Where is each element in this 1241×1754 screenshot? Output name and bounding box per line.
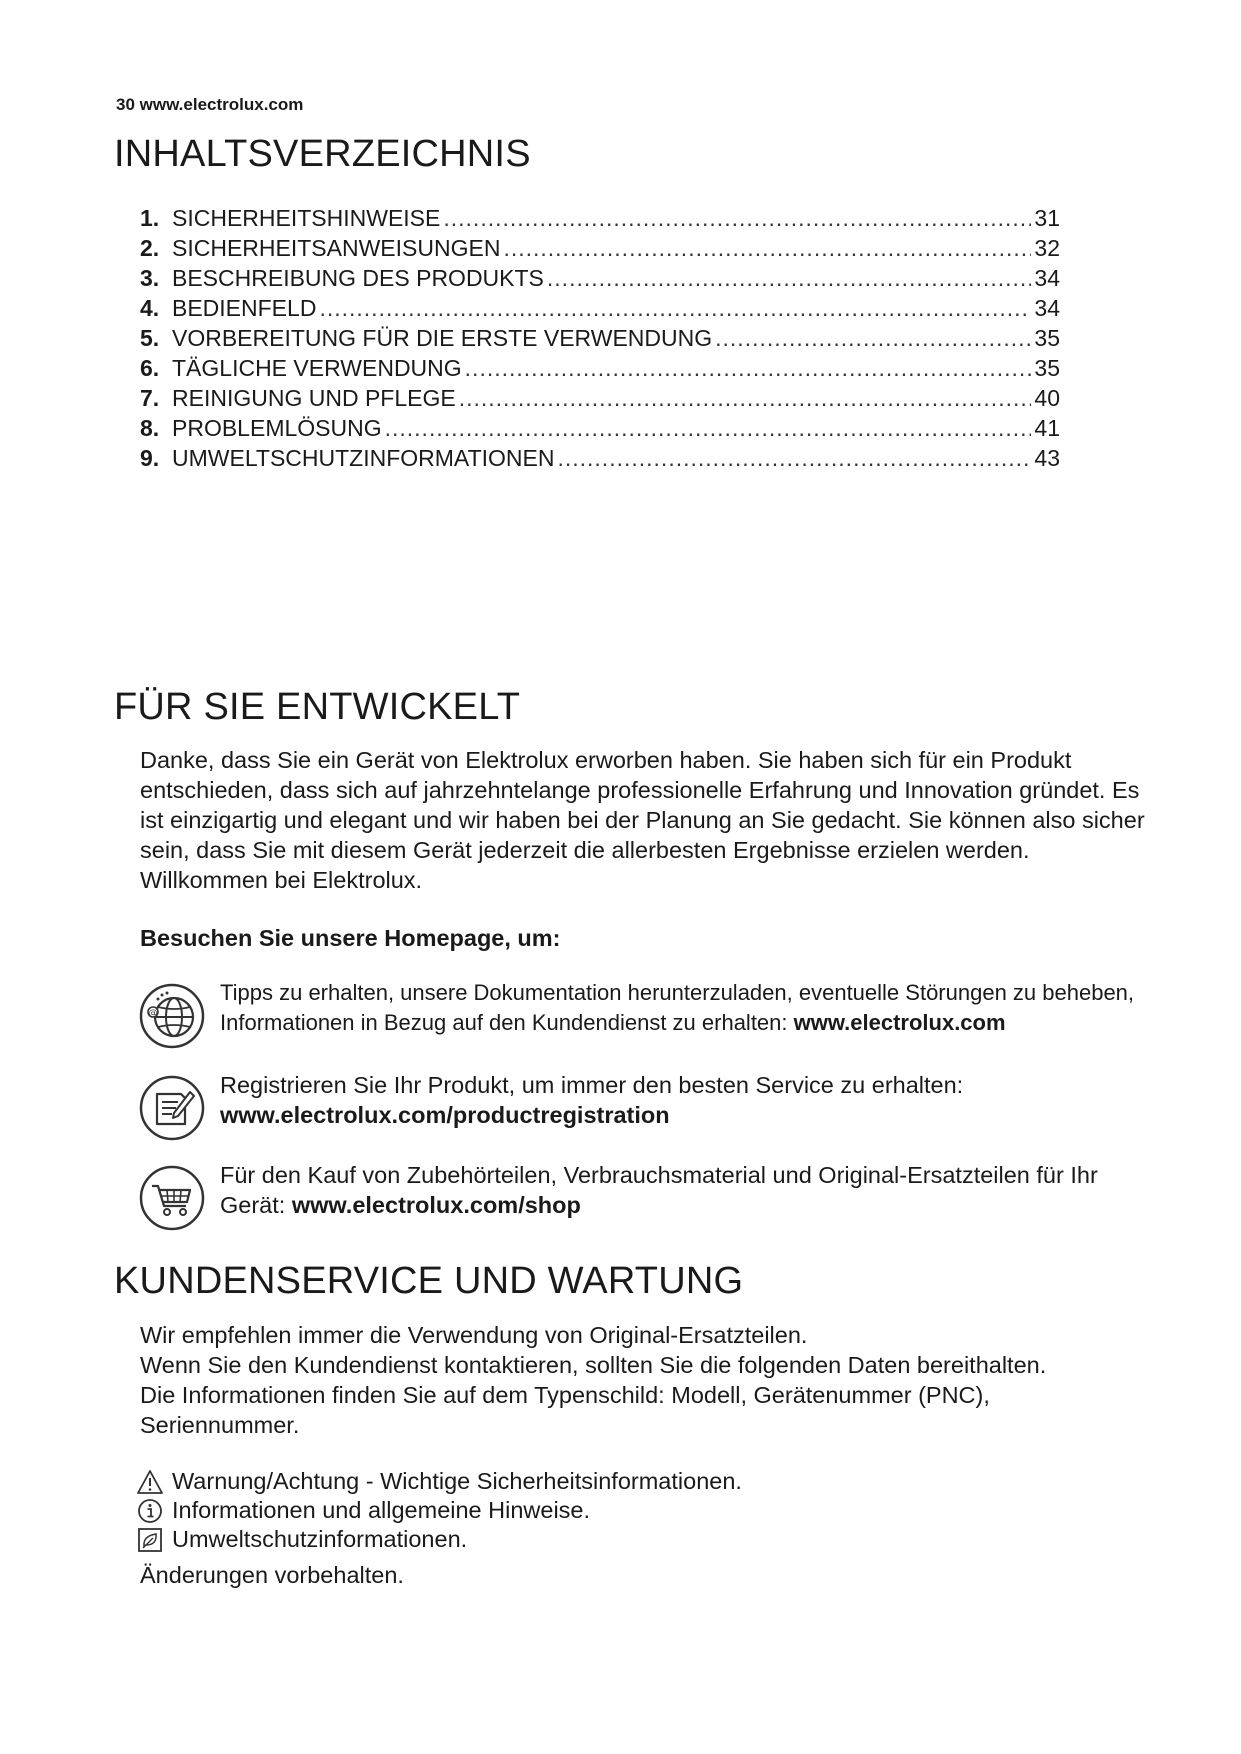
toc-entry[interactable] [140,233,1060,263]
toc-entry-number: 5. [140,325,160,351]
toc-heading: INHALTSVERZEICHNIS [114,133,531,175]
service-line: Wenn Sie den Kundendienst kontaktieren, sollten Sie die folgenden Daten bereithalten. [140,1352,1047,1378]
shop-link[interactable]: www.electrolux.com/shop [291,1192,581,1218]
info-icon [136,1498,164,1524]
legend-item [136,1496,1036,1525]
toc-entry-number: 9. [140,445,160,471]
toc-entry[interactable] [140,413,1060,443]
toc-dot-leader [557,443,1031,473]
toc-entry-title: SICHERHEITSANWEISUNGEN [172,235,501,261]
toc-entry[interactable] [140,443,1060,473]
toc-entry-page: 35 [1034,355,1060,381]
toc-entry-page: 35 [1034,325,1060,351]
toc-entry-title: BESCHREIBUNG DES PRODUKTS [172,265,544,291]
environment-leaf-icon [136,1527,164,1553]
toc-dot-leader [443,203,1031,233]
toc-dot-leader [503,233,1031,263]
feature-description: Registrieren Sie Ihr Produkt, um immer den besten Service zu erhalten: [220,1072,964,1098]
service-paragraph [140,1320,1150,1440]
toc-entry-title: VORBEREITUNG FÜR DIE ERSTE VERWENDUNG [172,325,713,351]
toc-dot-leader [465,353,1031,383]
legend-text: Warnung/Achtung - Wichtige Sicherheitsinformationen. [172,1468,742,1494]
feature-description: Für den Kauf von Zubehörteilen, Verbrauchsmaterial und Original-Ersatzteilen für Ihr Gerät: [220,1162,1098,1218]
toc-dot-leader [459,383,1031,413]
toc-entry-page: 32 [1034,235,1060,261]
feature-text [220,978,1150,1038]
changes-note: Änderungen vorbehalten. [140,1562,404,1588]
toc-entry-page: 43 [1034,445,1060,471]
toc-entry[interactable] [140,323,1060,353]
legend-item [136,1467,1036,1496]
registration-link[interactable]: www.electrolux.com/productregistration [220,1102,670,1128]
toc-entry-title: PROBLEMLÖSUNG [172,415,382,441]
toc-dot-leader [385,413,1031,443]
toc-entry-page: 34 [1034,295,1060,321]
toc-entry-title: TÄGLICHE VERWENDUNG [172,355,462,381]
feature-text [220,1070,1150,1130]
legend-text: Informationen und allgemeine Hinweise. [172,1497,591,1523]
legend-text: Umweltschutzinformationen. [172,1526,468,1552]
toc-entry[interactable] [140,293,1060,323]
toc-dot-leader [715,323,1031,353]
toc-entry-page: 31 [1034,205,1060,231]
service-heading: KUNDENSERVICE UND WARTUNG [114,1260,744,1302]
toc-entry-number: 3. [140,265,160,291]
product-registration-icon [138,1074,206,1142]
support-link[interactable]: www.electrolux.com [793,1010,1006,1035]
toc-entry-page: 34 [1034,265,1060,291]
toc-entry[interactable] [140,383,1060,413]
homepage-visit-heading: Besuchen Sie unsere Homepage, um: [140,925,561,951]
toc-entry[interactable] [140,353,1060,383]
toc-entry-number: 8. [140,415,160,441]
toc-dot-leader [319,293,1031,323]
table-of-contents [140,203,1060,473]
warning-triangle-icon [136,1469,164,1495]
service-line: Wir empfehlen immer die Verwendung von Original-Ersatzteilen. [140,1322,808,1348]
legend-item [136,1525,1036,1554]
page-header: 30 www.electrolux.com [116,95,304,114]
toc-entry-title: UMWELTSCHUTZINFORMATIONEN [172,445,555,471]
toc-entry-number: 6. [140,355,160,381]
toc-entry-number: 4. [140,295,160,321]
toc-entry[interactable] [140,203,1060,233]
web-globe-icon [138,982,206,1050]
toc-entry[interactable] [140,263,1060,293]
intro-paragraph: Danke, dass Sie ein Gerät von Elektrolux erworben haben. Sie haben sich für ein Produkt entschieden, dass sich auf jahrzehntelange professionelle Erfahrung und Innovation gründet. Es ist einzigartig und elegant und wir haben bei der Planung an Sie gedacht. Sie können also sicher sein, dass Sie mit diesem Gerät jederzeit die allerbesten Ergebnisse erzielen werden. Willkommen bei Elektrolux. [140,747,1145,893]
feature-text [220,1160,1150,1220]
toc-entry-number: 2. [140,235,160,261]
toc-dot-leader [547,263,1031,293]
developed-heading: FÜR SIE ENTWICKELT [114,686,521,728]
feature-description: Tipps zu erhalten, unsere Dokumentation herunterzuladen, eventuelle Störungen zu beheben, Informationen in Bezug auf den Kundendienst zu erhalten: [220,980,1135,1035]
toc-entry-title: SICHERHEITSHINWEISE [172,205,441,231]
svg-text:@: @ [148,1008,158,1019]
symbol-legend [136,1467,1036,1554]
toc-entry-title: REINIGUNG UND PFLEGE [172,385,456,411]
toc-entry-number: 7. [140,385,160,411]
service-line: Die Informationen finden Sie auf dem Typenschild: Modell, Gerätenummer (PNC), Seriennummer. [140,1382,990,1438]
toc-entry-page: 40 [1034,385,1060,411]
toc-entry-page: 41 [1034,415,1060,441]
toc-entry-number: 1. [140,205,160,231]
shopping-cart-icon [138,1164,206,1232]
toc-entry-title: BEDIENFELD [172,295,317,321]
